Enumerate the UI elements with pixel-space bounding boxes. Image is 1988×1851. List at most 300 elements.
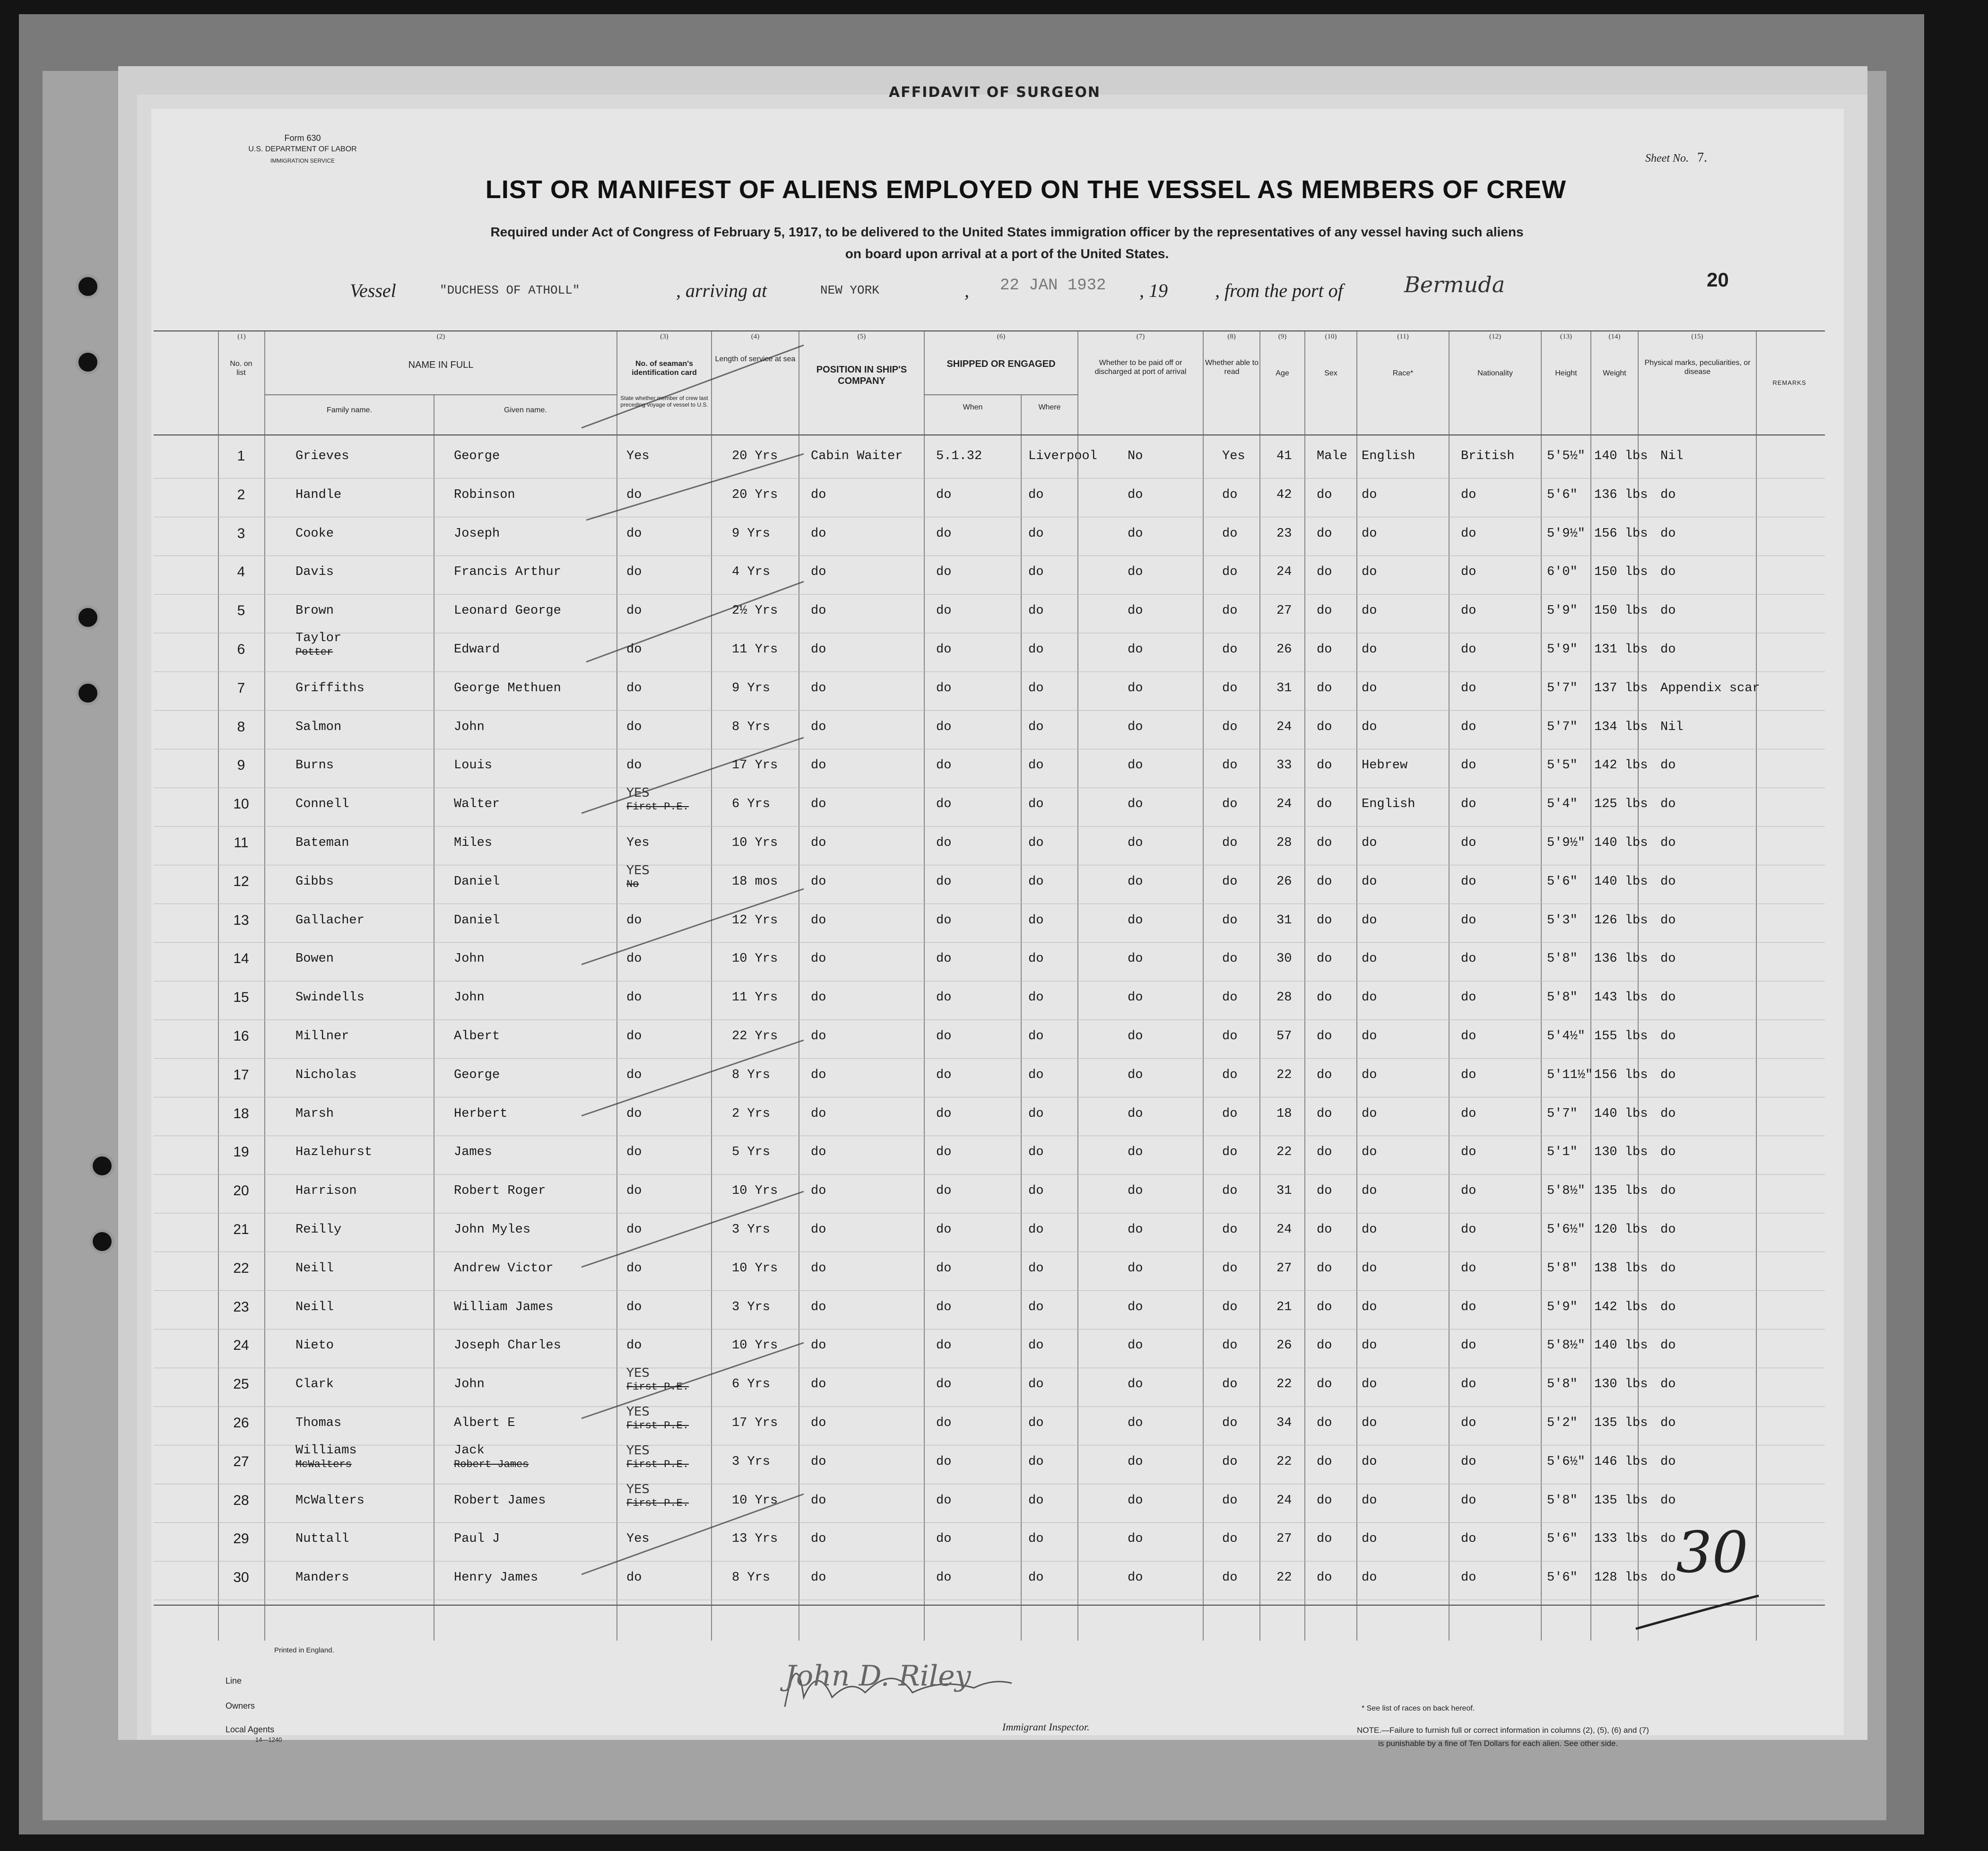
given-name: George [454,1068,500,1082]
physical-marks: do [1660,1261,1676,1276]
able-to-read: do [1222,758,1238,773]
header-nationality: Nationality [1477,369,1513,377]
position: do [811,1416,826,1430]
id-card-status: do [626,1223,642,1237]
sex: do [1317,874,1332,889]
age: 22 [1276,1571,1292,1585]
nationality: do [1461,681,1476,695]
shipped-where: do [1028,681,1044,695]
height: 5'2" [1547,1416,1578,1430]
shipped-where: do [1028,1068,1044,1082]
sheet-value: 7. [1697,150,1707,165]
weight: 134 lbs [1594,720,1648,734]
weight: 126 lbs [1594,913,1648,928]
sex: do [1317,720,1332,734]
row-number: 19 [233,1144,249,1160]
age: 27 [1276,1532,1292,1547]
nationality: do [1461,720,1476,734]
paid-off: do [1128,1029,1143,1043]
height: 5'6" [1547,1571,1578,1585]
paid-off: No [1128,449,1143,463]
physical-marks: do [1660,1493,1676,1508]
race: do [1362,1532,1377,1547]
nationality: do [1461,643,1476,657]
sex: do [1317,681,1332,695]
nationality: do [1461,1145,1476,1160]
length-of-service: 17 Yrs [732,758,778,773]
sex: do [1317,1029,1332,1043]
length-of-service: 10 Yrs [732,836,778,850]
able-to-read: do [1222,1532,1238,1547]
row-number: 8 [237,719,245,735]
given-name: Francis Arthur [454,565,561,580]
paid-off: do [1128,1145,1143,1160]
race: do [1362,952,1377,966]
id-card-status: do [626,1068,642,1082]
length-of-service: 20 Yrs [732,487,778,502]
nationality: do [1461,1338,1476,1353]
paid-off: do [1128,1338,1143,1353]
shipped-where: do [1028,1223,1044,1237]
column-number: (1) [237,333,246,340]
sex: do [1317,991,1332,1005]
family-name: Manders [295,1571,349,1585]
shipped-where: do [1028,1106,1044,1121]
position: do [811,1029,826,1043]
id-card-status: YES [626,863,650,878]
family-name: Grieves [295,449,349,463]
race: do [1362,1454,1377,1469]
row-number: 25 [233,1376,249,1392]
shipped-when: 5.1.32 [936,449,982,463]
sex: do [1317,1261,1332,1276]
position: do [811,487,826,502]
length-of-service: 12 Yrs [732,913,778,928]
given-name: Andrew Victor [454,1261,554,1276]
height: 5'8" [1547,1493,1578,1508]
signature: John D. Riley [785,1660,971,1693]
height: 5'6½" [1547,1223,1586,1237]
physical-marks: do [1660,565,1676,580]
row-number: 6 [237,642,245,657]
able-to-read: Yes [1222,449,1245,463]
row-number: 12 [233,873,249,889]
position: do [811,565,826,580]
weight: 142 lbs [1594,758,1648,773]
position: do [811,1338,826,1353]
id-card-status: YES [626,1366,650,1381]
paid-off: do [1128,1223,1143,1237]
position: do [811,681,826,695]
sex: do [1317,1532,1332,1547]
nationality: do [1461,1493,1476,1508]
position: do [811,1571,826,1585]
shipped-where: do [1028,720,1044,734]
position: do [811,991,826,1005]
shipped-when: do [936,681,952,695]
length-of-service: 10 Yrs [732,1493,778,1508]
sex: do [1317,1184,1332,1199]
row-number: 29 [233,1531,249,1547]
header-shipped: SHIPPED OR ENGAGED [946,359,1056,369]
row-number: 18 [233,1105,249,1121]
race: do [1362,913,1377,928]
physical-marks: do [1660,1029,1676,1043]
able-to-read: do [1222,1068,1238,1082]
header-remarks: REMARKS [1772,379,1806,386]
shipped-when: do [936,526,952,541]
shipped-where: do [1028,1377,1044,1392]
given-name: Henry James [454,1571,538,1585]
id-card-status: do [626,720,642,734]
sheet-label: Sheet No. [1645,152,1689,165]
paid-off: do [1128,952,1143,966]
sex: do [1317,1068,1332,1082]
row-number: 15 [233,990,249,1006]
age: 22 [1276,1454,1292,1469]
nationality: do [1461,1571,1476,1585]
arriving-port: NEW YORK [820,283,879,297]
given-name: John [454,720,485,734]
weight: 133 lbs [1594,1532,1648,1547]
given-name: George Methuen [454,681,561,695]
given-name: Herbert [454,1106,508,1121]
family-name: Millner [295,1029,349,1043]
height: 5'6" [1547,487,1578,502]
family-name: Cooke [295,526,334,541]
arriving-label: , arriving at [676,280,767,301]
race: do [1362,681,1377,695]
row-number: 21 [233,1222,249,1237]
height: 5'9" [1547,643,1578,657]
shipped-when: do [936,1532,952,1547]
age: 24 [1276,797,1292,812]
paid-off: do [1128,1300,1143,1314]
form-code: 14—1240 [255,1736,282,1743]
able-to-read: do [1222,1223,1238,1237]
age: 31 [1276,1184,1292,1199]
shipped-when: do [936,1454,952,1469]
paid-off: do [1128,1068,1143,1082]
height: 5'3" [1547,913,1578,928]
length-of-service: 3 Yrs [732,1223,771,1237]
sex: do [1317,1106,1332,1121]
paid-off: do [1128,565,1143,580]
weight: 135 lbs [1594,1416,1648,1430]
given-name: Walter [454,797,500,812]
row-number: 23 [233,1299,249,1315]
header-able-read: Whether able to read [1205,359,1259,376]
shipped-when: do [936,643,952,657]
comma: , [964,280,969,301]
shipped-when: do [936,1068,952,1082]
given-name: John [454,952,485,966]
family-name: Nieto [295,1338,334,1353]
physical-marks: do [1660,1106,1676,1121]
family-name: Connell [295,797,349,812]
race: Hebrew [1362,758,1408,773]
sex: do [1317,836,1332,850]
id-card-status-struck: First P.E. [626,1381,689,1393]
shipped-when: do [936,991,952,1005]
column-number: (8) [1227,333,1236,340]
given-name: John Myles [454,1223,531,1237]
from-label: , from the port of [1215,280,1343,301]
given-name: Daniel [454,874,500,889]
position: do [811,952,826,966]
shipped-when: do [936,1184,952,1199]
given-name: Miles [454,836,493,850]
race: do [1362,991,1377,1005]
given-name: Robinson [454,487,515,502]
shipped-where: do [1028,1300,1044,1314]
age: 31 [1276,681,1292,695]
weight: 138 lbs [1594,1261,1648,1276]
shipped-when: do [936,1338,952,1353]
position: do [811,913,826,928]
weight: 137 lbs [1594,681,1648,695]
id-card-status: do [626,913,642,928]
physical-marks: do [1660,1416,1676,1430]
shipped-where: do [1028,952,1044,966]
paid-off: do [1128,1184,1143,1199]
column-number: (3) [660,333,668,340]
able-to-read: do [1222,720,1238,734]
family-name: Nuttall [295,1532,349,1547]
length-of-service: 9 Yrs [732,681,771,695]
length-of-service: 11 Yrs [732,643,778,657]
shipped-when: do [936,1416,952,1430]
nationality: do [1461,1532,1476,1547]
physical-marks: do [1660,526,1676,541]
able-to-read: do [1222,836,1238,850]
length-of-service: 10 Yrs [732,1261,778,1276]
physical-marks: do [1660,1300,1676,1314]
race: do [1362,1416,1377,1430]
nationality: do [1461,487,1476,502]
able-to-read: do [1222,1184,1238,1199]
height: 5'7" [1547,720,1578,734]
race-note: * See list of races on back hereof. [1362,1704,1475,1712]
nationality: do [1461,1223,1476,1237]
weight: 143 lbs [1594,991,1648,1005]
age: 28 [1276,991,1292,1005]
position: Cabin Waiter [811,449,903,463]
height: 5'11½" [1547,1068,1593,1082]
column-number: (12) [1489,333,1501,340]
race: do [1362,487,1377,502]
inspector-label: Immigrant Inspector. [1002,1721,1090,1733]
age: 57 [1276,1029,1292,1043]
service: IMMIGRATION SERVICE [270,157,335,164]
shipped-where: do [1028,1532,1044,1547]
family-name: Salmon [295,720,342,734]
id-card-status: do [626,643,642,657]
column-number: (10) [1325,333,1337,340]
race: do [1362,1261,1377,1276]
age: 33 [1276,758,1292,773]
shipped-when: do [936,1029,952,1043]
age: 26 [1276,874,1292,889]
id-card-status: do [626,1029,642,1043]
given-name: John [454,991,485,1005]
shipped-when: do [936,1300,952,1314]
paid-off: do [1128,991,1143,1005]
header-position: POSITION IN SHIP'S COMPANY [816,365,907,386]
nationality: do [1461,836,1476,850]
height: 5'9½" [1547,836,1586,850]
id-card-status: Yes [626,836,650,850]
length-of-service: 10 Yrs [732,1338,778,1353]
race: do [1362,836,1377,850]
row-number: 4 [237,564,245,580]
race: do [1362,1106,1377,1121]
note-line-1: NOTE.—Failure to furnish full or correct information in columns (2), (5), (6) and (7) [1357,1726,1649,1735]
header-no-on-list: No. on list [230,360,252,377]
position: do [811,1261,826,1276]
line-label: Line [226,1676,242,1686]
height: 5'4½" [1547,1029,1586,1043]
local-agents-label: Local Agents [226,1725,275,1734]
position: do [811,604,826,618]
id-card-status: Yes [626,1532,650,1547]
age: 34 [1276,1416,1292,1430]
row-number: 14 [233,951,249,967]
position: do [811,1145,826,1160]
column-number: (11) [1397,333,1409,340]
nationality: do [1461,913,1476,928]
length-of-service: 11 Yrs [732,991,778,1005]
position: do [811,526,826,541]
weight: 135 lbs [1594,1184,1648,1199]
sex: do [1317,1493,1332,1508]
nationality: do [1461,991,1476,1005]
length-of-service: 10 Yrs [732,1184,778,1199]
id-card-status: do [626,1106,642,1121]
length-of-service: 8 Yrs [732,720,771,734]
age: 18 [1276,1106,1292,1121]
weight: 150 lbs [1594,604,1648,618]
physical-marks: do [1660,643,1676,657]
able-to-read: do [1222,565,1238,580]
race: do [1362,1184,1377,1199]
weight: 125 lbs [1594,797,1648,812]
id-card-status: do [626,991,642,1005]
age: 27 [1276,1261,1292,1276]
given-name: Jack [454,1443,485,1458]
weight: 140 lbs [1594,874,1648,889]
able-to-read: do [1222,1106,1238,1121]
weight: 136 lbs [1594,952,1648,966]
physical-marks: do [1660,1223,1676,1237]
paid-off: do [1128,487,1143,502]
age: 41 [1276,449,1292,463]
shipped-when: do [936,1571,952,1585]
height: 5'8½" [1547,1338,1586,1353]
row-number: 3 [237,525,245,541]
position: do [811,1068,826,1082]
nationality: do [1461,874,1476,889]
physical-marks: do [1660,1571,1676,1585]
height: 5'7" [1547,681,1578,695]
age: 24 [1276,565,1292,580]
row-number: 17 [233,1067,249,1083]
physical-marks: Nil [1660,449,1684,463]
height: 5'9½" [1547,526,1586,541]
weight: 150 lbs [1594,565,1648,580]
paid-off: do [1128,1571,1143,1585]
paid-off: do [1128,1532,1143,1547]
physical-marks: do [1660,604,1676,618]
vessel-label: Vessel [350,280,396,301]
id-card-status: YES [626,1482,650,1496]
family-name: Marsh [295,1106,334,1121]
paid-off: do [1128,526,1143,541]
shipped-where: do [1028,526,1044,541]
family-name: Bateman [295,836,349,850]
id-card-status: do [626,565,642,580]
shipped-when: do [936,720,952,734]
race: do [1362,874,1377,889]
age: 27 [1276,604,1292,618]
family-name: Neill [295,1261,334,1276]
weight: 140 lbs [1594,836,1648,850]
sex: do [1317,604,1332,618]
row-number: 20 [233,1183,249,1199]
shipped-when: do [936,952,952,966]
height: 5'8" [1547,1261,1578,1276]
family-name: Thomas [295,1416,342,1430]
id-card-status: do [626,1338,642,1353]
position: do [811,1300,826,1314]
paid-off: do [1128,797,1143,812]
paid-off: do [1128,758,1143,773]
header-family-name: Family name. [326,406,373,414]
shipped-where: do [1028,1029,1044,1043]
able-to-read: do [1222,1029,1238,1043]
nationality: British [1461,449,1515,463]
sex: do [1317,1454,1332,1469]
age: 30 [1276,952,1292,966]
weight: 135 lbs [1594,1493,1648,1508]
sex: Male [1317,449,1347,463]
family-name: McWalters [295,1493,365,1508]
position: do [811,797,826,812]
able-to-read: do [1222,643,1238,657]
shipped-where: do [1028,1338,1044,1353]
race: English [1362,797,1415,812]
length-of-service: 20 Yrs [732,449,778,463]
length-of-service: 13 Yrs [732,1532,778,1547]
row-number: 22 [233,1260,249,1276]
shipped-when: do [936,797,952,812]
weight: 130 lbs [1594,1377,1648,1392]
family-name: Taylor [295,631,342,645]
able-to-read: do [1222,1300,1238,1314]
able-to-read: do [1222,1416,1238,1430]
nationality: do [1461,758,1476,773]
shipped-where: do [1028,1493,1044,1508]
height: 5'8" [1547,991,1578,1005]
shipped-when: do [936,836,952,850]
race: do [1362,1338,1377,1353]
weight: 156 lbs [1594,1068,1648,1082]
race: do [1362,565,1377,580]
header-given-name: Given name. [504,406,547,414]
header-name-in-full: NAME IN FULL [408,360,474,370]
shipped-when: do [936,1145,952,1160]
race: English [1362,449,1415,463]
